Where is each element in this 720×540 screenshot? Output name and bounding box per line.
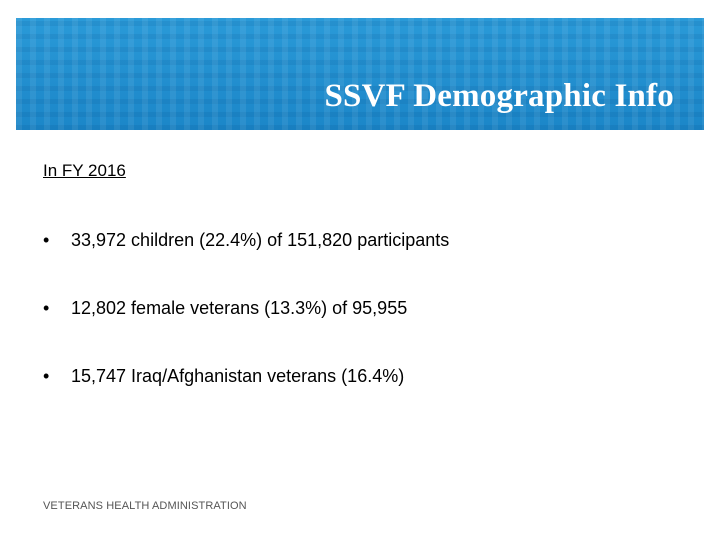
header-banner <box>16 18 704 130</box>
bullet-list <box>43 230 683 434</box>
bullet-text: 33,972 children (22.4%) of 151,820 participants <box>71 230 450 250</box>
footer-text: VETERANS HEALTH ADMINISTRATION <box>43 500 247 512</box>
slide-title: SSVF Demographic Info <box>324 78 674 114</box>
bullet-dot-icon: • <box>43 298 50 318</box>
bullet-dot-icon: • <box>43 366 50 386</box>
bullet-text: 12,802 female veterans (13.3%) of 95,955 <box>71 298 408 318</box>
bullet-item <box>43 298 683 322</box>
bullet-item <box>43 230 683 254</box>
subheading: In FY 2016 <box>43 161 126 180</box>
bullet-text: 15,747 Iraq/Afghanistan veterans (16.4%) <box>71 366 405 386</box>
bullet-item <box>43 366 683 390</box>
bullet-dot-icon: • <box>43 230 50 250</box>
